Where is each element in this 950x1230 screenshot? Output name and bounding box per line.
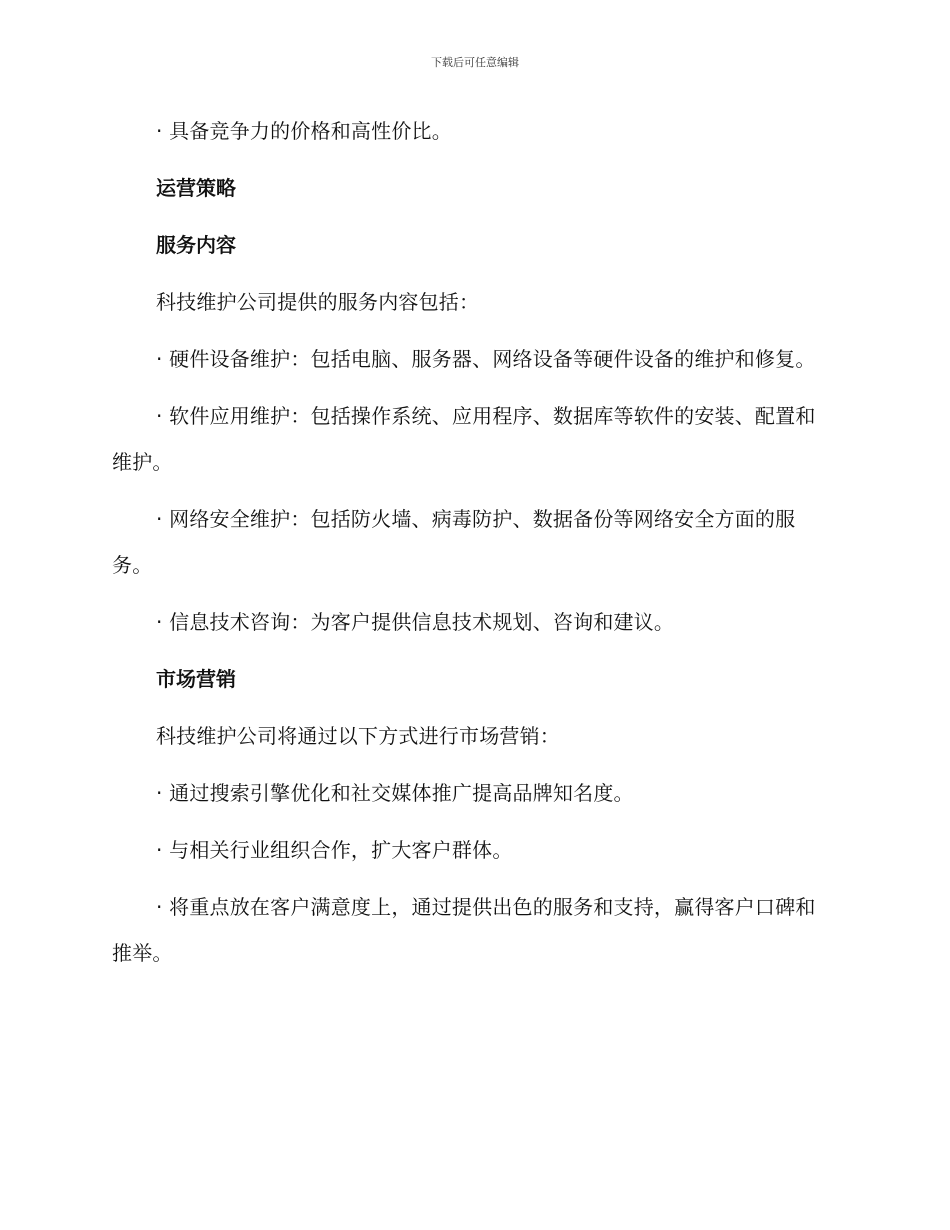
bullet-seo-social: · 通过搜索引擎优化和社交媒体推广提高品牌知名度。 [156,781,634,805]
bullet-network-security: · 网络安全维护：包括防火墙、病毒防护、数据备份等网络安全方面的服务。 [112,507,796,577]
document-body [112,108,824,976]
bullet-industry-partnership: · 与相关行业组织合作，扩大客户群体。 [156,838,513,862]
bullet-competitive-price: · 具备竞争力的价格和高性价比。 [156,119,452,143]
bullet-it-consulting: · 信息技术咨询：为客户提供信息技术规划、咨询和建议。 [156,610,675,634]
marketing-intro: 科技维护公司将通过以下方式进行市场营销： [156,724,560,748]
heading-marketing: 市场营销 [156,667,236,691]
heading-operations-strategy: 运营策略 [156,176,236,200]
bullet-hardware-maintenance: · 硬件设备维护：包括电脑、服务器、网络设备等硬件设备的维护和修复。 [156,347,816,371]
bullet-customer-satisfaction: · 将重点放在客户满意度上，通过提供出色的服务和支持，赢得客户口碑和推举。 [112,895,816,965]
heading-service-content: 服务内容 [156,233,236,257]
bullet-software-maintenance: · 软件应用维护：包括操作系统、应用程序、数据库等软件的安装、配置和维护。 [112,404,816,474]
services-intro: 科技维护公司提供的服务内容包括： [156,290,480,314]
page-header: 下载后可任意编辑 [431,56,519,69]
